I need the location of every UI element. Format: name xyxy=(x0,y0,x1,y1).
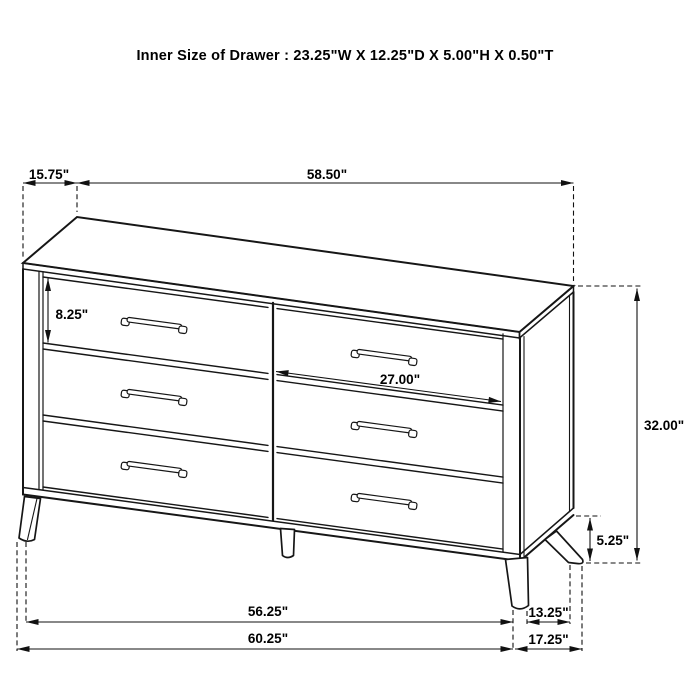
dim-label-overall-height: 32.00" xyxy=(644,418,685,433)
dim-label-overall-depth: 17.25" xyxy=(528,632,569,647)
dimension-top xyxy=(23,167,574,281)
front-right-leg xyxy=(506,558,529,609)
diagram-title: Inner Size of Drawer : 23.25"W X 12.25"D X 5.00"H X 0.50"T xyxy=(136,48,554,64)
dim-label-leg-height: 5.25" xyxy=(596,533,630,548)
dim-label-top-width: 58.50" xyxy=(306,167,348,182)
front-left-leg xyxy=(19,497,41,542)
dim-label-top-depth: 15.75" xyxy=(28,167,70,182)
dim-label-base-inner-width: 56.25" xyxy=(247,604,289,619)
dresser-illustration xyxy=(19,217,583,609)
back-right-leg xyxy=(545,531,583,564)
front-center-leg xyxy=(281,529,295,558)
dim-label-drawer-height: 8.25" xyxy=(55,307,89,322)
dim-label-drawer-width: 27.00" xyxy=(379,372,421,387)
dim-label-overall-width: 60.25" xyxy=(247,631,289,646)
dimension-overall-height xyxy=(578,286,684,563)
dimension-leg-height xyxy=(576,516,629,561)
dim-label-base-leg-depth: 13.25" xyxy=(528,605,569,620)
